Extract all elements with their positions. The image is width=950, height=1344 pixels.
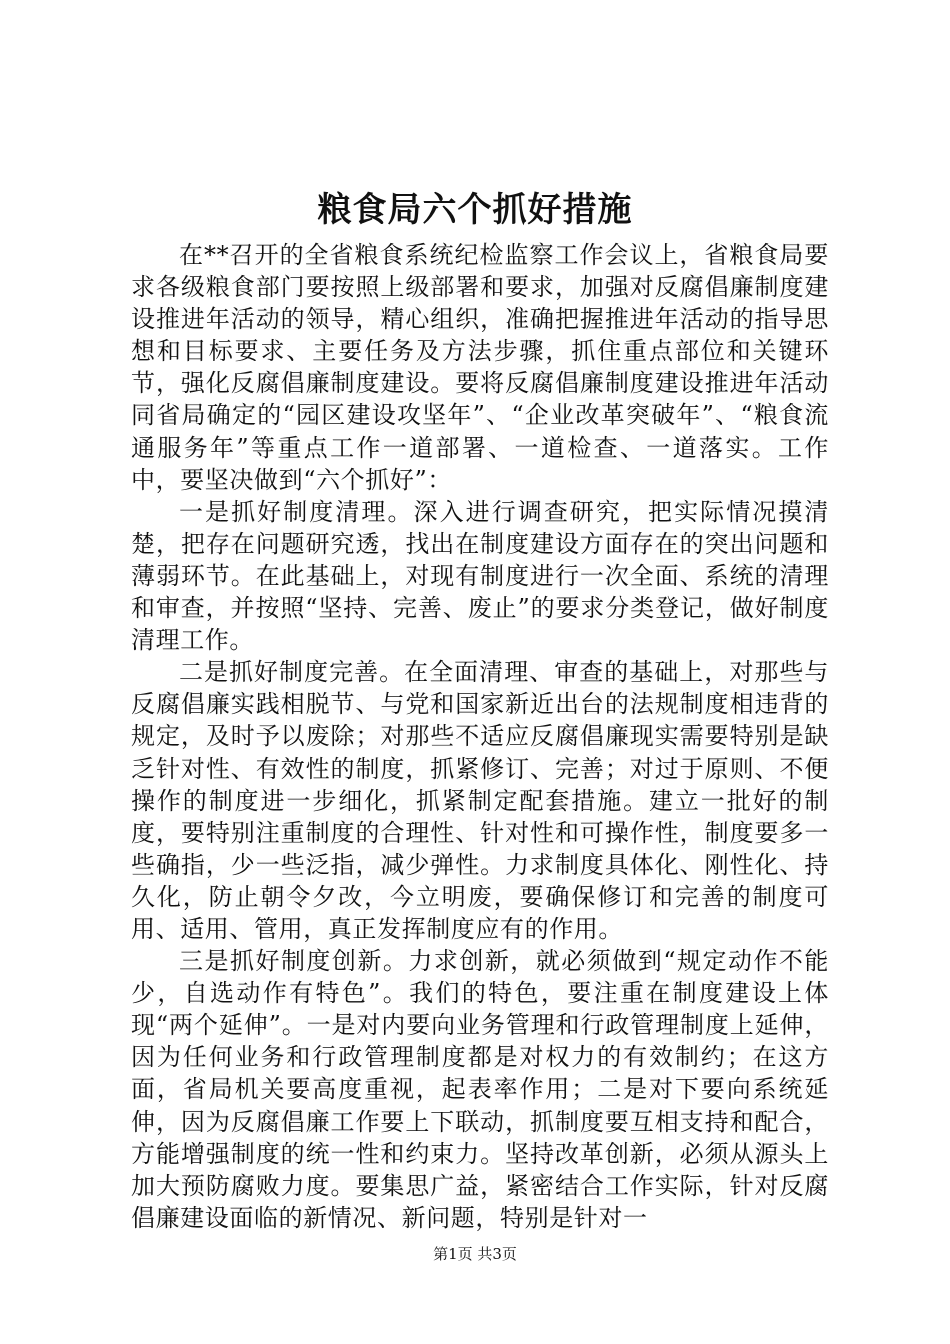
page-footer [0, 1244, 950, 1264]
paragraph-item-1: 一是抓好制度清理。深入进行调查研究，把实际情况摸清楚，把存在问题研究透，找出在制度建设方面存在的突出问题和薄弱环节。在此基础上，对现有制度进行一次全面、系统的清理和审查，并按照“坚持、完善、废止”的要求分类登记，做好制度清理工作。 [131, 497, 829, 655]
paragraph-intro: 在**召开的全省粮食系统纪检监察工作会议上，省粮食局要求各级粮食部门要按照上级部署和要求，加强对反腐倡廉制度建设推进年活动的领导，精心组织，准确把握推进年活动的指导思想和目标要求、主要任务及方法步骤，抓住重点部位和关键环节，强化反腐倡廉制度建设。要将反腐倡廉制度建设推进年活动同省局确定的“园区建设攻坚年”、“企业改革突破年”、“粮食流通服务年”等重点工作一道部署、一道检查、一道落实。工作中，要坚决做到“六个抓好”： [131, 241, 829, 494]
page-number-indicator: 第1页 共3页 [433, 1245, 517, 1263]
paragraph-item-2: 二是抓好制度完善。在全面清理、审查的基础上，对那些与反腐倡廉实践相脱节、与党和国家新近出台的法规制度相违背的规定，及时予以废除；对那些不适应反腐倡廉现实需要特别是缺乏针对性、有效性的制度，抓紧修订、完善；对过于原则、不便操作的制度进一步细化，抓紧制定配套措施。建立一批好的制度，要特别注重制度的合理性、针对性和可操作性，制度要多一些确指，少一些泛指，减少弹性。力求制度具体化、刚性化、持久化，防止朝令夕改，今立明废，要确保修订和完善的制度可用、适用、管用，真正发挥制度应有的作用。 [131, 658, 829, 943]
paragraph-item-3: 三是抓好制度创新。力求创新，就必须做到“规定动作不能少，自选动作有特色”。我们的特色，要注重在制度建设上体现“两个延伸”。一是对内要向业务管理和行政管理制度上延伸，因为任何业务和行政管理制度都是对权力的有效制约；在这方面，省局机关要高度重视，起表率作用；二是对下要向系统延伸，因为反腐倡廉工作要上下联动，抓制度要互相支持和配合，方能增强制度的统一性和约束力。坚持改革创新，必须从源头上加大预防腐败力度。要集思广益，紧密结合工作实际，针对反腐倡廉建设面临的新情况、新问题，特别是针对一 [131, 947, 829, 1232]
document-title: 粮食局六个抓好措施 [317, 190, 633, 230]
document-body [131, 239, 829, 1234]
